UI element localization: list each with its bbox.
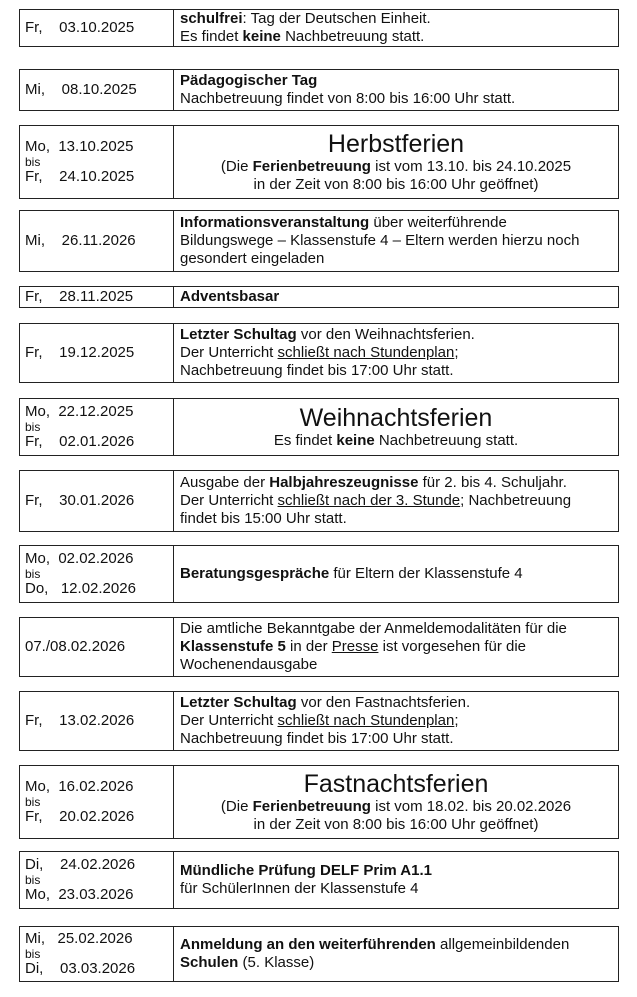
description-line — [180, 510, 612, 528]
entry-description — [174, 927, 618, 981]
text: (5. Klasse) — [238, 954, 315, 971]
date-line: Mo, 02.02.2026 — [25, 550, 134, 567]
text: Nachbetreuung statt. — [374, 432, 519, 449]
entry-date — [20, 766, 174, 838]
schedule-entry — [19, 9, 619, 47]
description-line — [180, 694, 612, 712]
date-line: Fr, 20.02.2026 — [25, 808, 135, 825]
description-line — [180, 90, 612, 108]
text: Es findet — [180, 28, 243, 45]
entry-description — [174, 399, 618, 455]
bold-text: Halbjahreszeugnisse — [269, 474, 419, 491]
entry-date — [20, 852, 174, 908]
entry-description — [174, 324, 618, 382]
text: in der Zeit von 8:00 bis 16:00 Uhr geöffnet) — [253, 816, 539, 833]
text: ist vom 13.10. bis 24.10.2025 — [370, 158, 572, 175]
date-line: Di, 03.03.2026 — [25, 960, 136, 977]
text: Nachbetreuung findet bis 17:00 Uhr statt. — [180, 362, 454, 379]
date-line: Mo, 23.03.2026 — [25, 886, 134, 903]
description-line — [180, 656, 612, 674]
entry-description — [174, 546, 618, 602]
text: vor den Weihnachtsferien. — [296, 326, 475, 343]
bold-text: schulfrei — [180, 10, 243, 27]
underlined-text: Presse — [331, 638, 379, 655]
entry-description — [174, 70, 618, 110]
schedule-entry — [19, 470, 619, 532]
description-line — [180, 954, 612, 972]
text: Nachbetreuung findet bis 17:00 Uhr statt. — [180, 730, 454, 747]
entry-date — [20, 126, 174, 198]
underlined-text: schließt nach der 3. Stunde — [277, 492, 461, 509]
schedule-entry — [19, 851, 619, 909]
description-line — [180, 28, 612, 46]
date-range-separator: bis — [25, 155, 41, 169]
bold-text: Letzter Schultag — [180, 694, 297, 711]
date-line: Fr, 13.02.2026 — [25, 712, 135, 729]
description-line — [180, 712, 612, 730]
description-line — [221, 798, 571, 816]
date-range-separator: bis — [25, 420, 41, 434]
bold-text: Ferienbetreuung — [252, 798, 371, 815]
text: (Die — [220, 158, 253, 175]
bold-text: Ferienbetreuung — [252, 158, 371, 175]
text: ; — [454, 712, 459, 729]
schedule-entry — [19, 286, 619, 308]
text: Nachbetreuung findet von 8:00 bis 16:00 Uhr statt. — [180, 90, 516, 107]
bold-text: Pädagogischer Tag — [180, 72, 318, 89]
description-line — [180, 638, 612, 656]
date-line: Di, 24.02.2026 — [25, 856, 136, 873]
text: ; Nachbetreuung — [460, 492, 572, 509]
date-line: Mo, 16.02.2026 — [25, 778, 134, 795]
entry-description — [174, 852, 618, 908]
date-range-separator: bis — [25, 873, 41, 887]
description-line — [180, 492, 612, 510]
holiday-title: Herbstferien — [327, 130, 465, 158]
schedule-entry — [19, 125, 619, 199]
text: Die amtliche Bekanntgabe der Anmeldemodalitäten für die — [180, 620, 567, 637]
bold-text: keine — [242, 28, 281, 45]
date-range-separator: bis — [25, 567, 41, 581]
entry-date — [20, 927, 174, 981]
date-line: Fr, 28.11.2025 — [25, 288, 134, 305]
entry-description — [174, 766, 618, 838]
underlined-text: schließt nach Stundenplan — [277, 344, 455, 361]
date-line: Mi, 25.02.2026 — [25, 930, 133, 947]
date-line: Mi, 08.10.2025 — [25, 81, 137, 98]
holiday-title: Weihnachtsferien — [299, 404, 493, 432]
schedule-entry — [19, 765, 619, 839]
date-line: Mo, 13.10.2025 — [25, 138, 134, 155]
entry-description — [174, 211, 618, 271]
date-line: Do, 12.02.2026 — [25, 580, 136, 597]
holiday-title: Fastnachtsferien — [303, 770, 489, 798]
date-line: Fr, 24.10.2025 — [25, 168, 135, 185]
text: allgemeinbildenden — [435, 936, 570, 953]
description-line — [180, 362, 612, 380]
entry-date — [20, 692, 174, 750]
description-line — [180, 730, 612, 748]
description-line — [180, 880, 612, 898]
entry-date — [20, 211, 174, 271]
text: für Eltern der Klassenstufe 4 — [329, 565, 523, 582]
date-range-separator: bis — [25, 795, 41, 809]
description-line — [274, 432, 518, 450]
schedule-entry — [19, 210, 619, 272]
date-line: Mo, 22.12.2025 — [25, 403, 134, 420]
description-line — [180, 936, 612, 954]
text: Bildungswege – Klassenstufe 4 – Eltern werden hierzu noch — [180, 232, 580, 249]
entry-date — [20, 70, 174, 110]
description-line — [180, 862, 612, 880]
date-line: Fr, 03.10.2025 — [25, 19, 135, 36]
date-line: 07./08.02.2026 — [25, 638, 126, 655]
description-line — [180, 288, 612, 306]
description-line — [180, 620, 612, 638]
date-line: Mi, 26.11.2026 — [25, 232, 136, 249]
description-line — [254, 816, 539, 834]
description-line — [180, 72, 612, 90]
bold-text: Klassenstufe 5 — [180, 638, 286, 655]
date-range-separator: bis — [25, 947, 41, 961]
bold-text: Schulen — [180, 954, 239, 971]
entry-date — [20, 546, 174, 602]
description-line — [180, 474, 612, 492]
entry-date — [20, 10, 174, 46]
entry-date — [20, 471, 174, 531]
schedule-entry — [19, 545, 619, 603]
text: für SchülerInnen der Klassenstufe 4 — [180, 880, 419, 897]
bold-text: Adventsbasar — [180, 288, 280, 305]
description-line — [180, 214, 612, 232]
entry-date — [20, 618, 174, 676]
text: findet bis 15:00 Uhr statt. — [180, 510, 347, 527]
schedule-entry — [19, 323, 619, 383]
description-line — [180, 250, 612, 268]
text: in der Zeit von 8:00 bis 16:00 Uhr geöffnet) — [253, 176, 539, 193]
description-line — [180, 326, 612, 344]
schedule-entry — [19, 926, 619, 982]
text: Der Unterricht — [180, 492, 278, 509]
bold-text: Letzter Schultag — [180, 326, 297, 343]
date-line: Fr, 30.01.2026 — [25, 492, 135, 509]
bold-text: Mündliche Prüfung DELF Prim A1.1 — [180, 862, 432, 879]
text: in der — [285, 638, 332, 655]
bold-text: Beratungsgespräche — [180, 565, 330, 582]
text: Wochenendausgabe — [180, 656, 318, 673]
entry-description — [174, 287, 618, 307]
bold-text: keine — [336, 432, 375, 449]
description-line — [254, 176, 539, 194]
underlined-text: schließt nach Stundenplan — [277, 712, 455, 729]
text: : Tag der Deutschen Einheit. — [242, 10, 431, 27]
text: ist vorgesehen für die — [378, 638, 527, 655]
text: für 2. bis 4. Schuljahr. — [418, 474, 567, 491]
schedule-entry — [19, 691, 619, 751]
entry-description — [174, 126, 618, 198]
bold-text: Informationsveranstaltung — [180, 214, 370, 231]
schedule-entry — [19, 69, 619, 111]
text: (Die — [220, 798, 253, 815]
date-line: Fr, 19.12.2025 — [25, 344, 135, 361]
bold-text: Anmeldung an den weiterführenden — [180, 936, 436, 953]
schedule-entry — [19, 398, 619, 456]
text: Es findet — [273, 432, 337, 449]
text: ; — [454, 344, 459, 361]
text: Der Unterricht — [180, 712, 278, 729]
schedule-entry — [19, 617, 619, 677]
entry-description — [174, 471, 618, 531]
date-line: Fr, 02.01.2026 — [25, 433, 135, 450]
entry-description — [174, 692, 618, 750]
description-line — [180, 565, 612, 583]
entry-date — [20, 287, 174, 307]
text: Der Unterricht — [180, 344, 278, 361]
entry-date — [20, 324, 174, 382]
description-line — [180, 344, 612, 362]
text: Nachbetreuung statt. — [280, 28, 425, 45]
description-line — [180, 232, 612, 250]
entry-date — [20, 399, 174, 455]
description-line — [221, 158, 571, 176]
text: ist vom 18.02. bis 20.02.2026 — [370, 798, 572, 815]
text: vor den Fastnachtsferien. — [296, 694, 471, 711]
text: gesondert eingeladen — [180, 250, 325, 267]
description-line — [180, 10, 612, 28]
text: über weiterführende — [369, 214, 507, 231]
entry-description — [174, 10, 618, 46]
text: Ausgabe der — [180, 474, 270, 491]
entry-description — [174, 618, 618, 676]
